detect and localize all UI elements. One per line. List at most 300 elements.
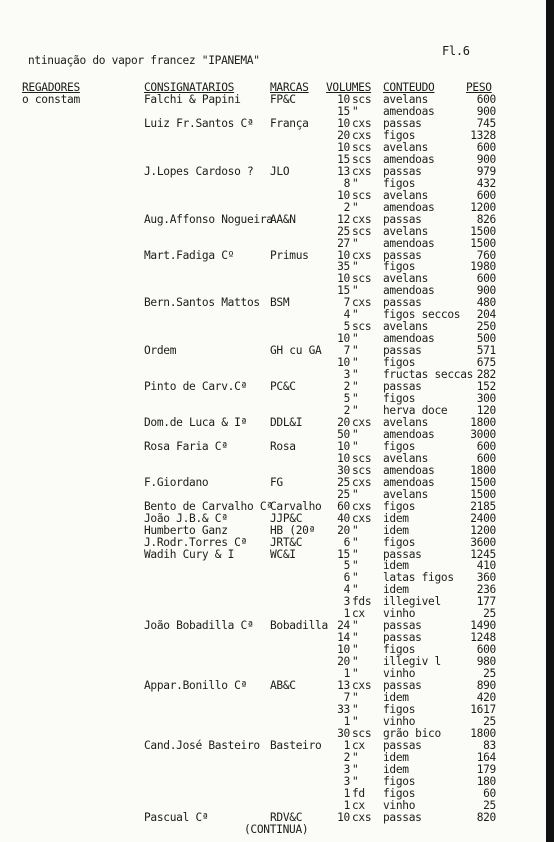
consignatario-cell: Falchi & Papini [144,93,241,106]
volume-cell: 12 [337,212,350,226]
unit-cell: " [352,774,359,788]
peso-cell: 600 [476,272,496,286]
peso-cell: 236 [476,583,496,597]
unit-cell: " [352,427,359,441]
volume-cell: 2 [343,200,350,214]
conteudo-cell: figos [383,356,416,370]
peso-cell: 890 [476,679,496,692]
conteudo-cell: amendoas [383,463,435,477]
conteudo-cell: avelans [383,415,429,429]
peso-cell: 1490 [470,619,496,633]
unit-cell: cxs [352,499,372,513]
shipper-note: o constam [22,93,80,106]
peso-cell: 600 [476,643,496,657]
conteudo-cell: passas [383,380,422,393]
table-row [0,214,554,226]
volume-cell: 15 [337,152,350,166]
table-row [0,309,554,321]
conteudo-cell: figos [383,643,416,657]
unit-cell: " [352,404,359,417]
volume-cell: 10 [337,810,350,824]
volume-cell: 2 [343,750,350,764]
unit-cell: " [352,583,359,597]
table-row [0,656,554,668]
table-row [0,393,554,405]
unit-cell: " [352,535,359,549]
continua-label: (CONTINUA) [244,823,309,836]
unit-cell: " [352,284,359,298]
table-row [0,477,554,489]
peso-cell: 760 [476,248,496,262]
conteudo-cell: figos seccos [383,308,461,322]
unit-cell: " [352,236,359,250]
volume-cell: 60 [337,499,350,513]
col-header-marcas: MARCAS [270,81,309,94]
marca-cell: França [270,116,309,130]
unit-cell: cxs [352,248,372,262]
peso-cell: 571 [476,344,496,358]
volume-cell: 13 [337,679,350,692]
unit-cell: scs [352,726,372,740]
table-row [0,680,554,692]
unit-cell: " [352,631,359,645]
peso-cell: 820 [476,810,496,824]
conteudo-cell: amendoas [383,475,435,489]
unit-cell: " [352,380,359,393]
peso-cell: 1800 [470,463,496,477]
table-row [0,441,554,453]
marca-cell: FG [270,475,283,489]
volume-cell: 1 [343,607,350,621]
table-row [0,740,554,752]
peso-cell: 600 [476,188,496,202]
volume-cell: 13 [337,164,350,178]
marca-cell: FP&C [270,93,296,106]
peso-cell: 1800 [470,726,496,740]
peso-cell: 25 [483,798,496,812]
conteudo-cell: avelans [383,272,429,286]
table-row [0,632,554,644]
volume-cell: 7 [343,344,350,358]
consignatario-cell: Pascual Cª [144,810,209,824]
unit-cell: cxs [352,511,372,525]
conteudo-cell: amendoas [383,152,435,166]
peso-cell: 1328 [470,128,496,142]
unit-cell: cxs [352,128,372,142]
conteudo-cell: passas [383,344,422,358]
peso-cell: 180 [476,774,496,788]
table-row [0,381,554,393]
marca-cell: HB (20ª [270,523,316,537]
unit-cell: " [352,547,359,561]
table-row [0,94,554,106]
volume-cell: 6 [343,535,350,549]
marca-cell: JLO [270,164,290,178]
conteudo-cell: herva doce [383,404,448,417]
peso-cell: 179 [476,762,496,776]
volume-cell: 25 [337,475,350,489]
unit-cell: " [352,392,359,405]
peso-cell: 360 [476,571,496,585]
marca-cell: GH cu GA [270,344,322,358]
table-row [0,549,554,561]
conteudo-cell: amendoas [383,200,435,214]
table-row [0,513,554,525]
peso-cell: 164 [476,750,496,764]
volume-cell: 1 [343,738,350,752]
volume-cell: 15 [337,284,350,298]
marca-cell: JRT&C [270,535,303,549]
volume-cell: 4 [343,583,350,597]
conteudo-cell: idem [383,762,409,776]
volume-cell: 1 [343,786,350,800]
unit-cell: cx [352,798,365,812]
volume-cell: 50 [337,427,350,441]
conteudo-cell: idem [383,691,409,704]
col-header-volumes: VOLUMES [326,81,372,94]
marca-cell: Carvalho [270,499,322,513]
conteudo-cell: passas [383,164,422,178]
unit-cell: scs [352,93,372,106]
unit-cell: scs [352,272,372,286]
peso-cell: 420 [476,691,496,704]
conteudo-cell: figos [383,499,416,513]
volume-cell: 4 [343,308,350,322]
volume-cell: 15 [337,105,350,118]
conteudo-cell: idem [383,523,409,537]
unit-cell: " [352,332,359,346]
volume-cell: 40 [337,511,350,525]
peso-cell: 979 [476,164,496,178]
consignatario-cell: F.Giordano [144,475,209,489]
table-row [0,525,554,537]
peso-cell: 177 [476,595,496,609]
peso-cell: 600 [476,451,496,465]
table-row [0,453,554,465]
unit-cell: " [352,703,359,716]
table-row [0,644,554,656]
conteudo-cell: avelans [383,487,429,501]
table-row [0,178,554,190]
conteudo-cell: figos [383,128,416,142]
unit-cell: cxs [352,212,372,226]
volume-cell: 10 [337,272,350,286]
conteudo-cell: amendoas [383,427,435,441]
unit-cell: scs [352,463,372,477]
unit-cell: cx [352,738,365,752]
conteudo-cell: vinho [383,667,416,681]
marca-cell: AB&C [270,679,296,692]
peso-cell: 600 [476,439,496,453]
table-row [0,764,554,776]
volume-cell: 10 [337,439,350,453]
conteudo-cell: figos [383,439,416,453]
peso-cell: 410 [476,559,496,573]
volume-cell: 5 [343,320,350,334]
col-header-conteudo: CONTEUDO [383,81,435,94]
conteudo-cell: passas [383,679,422,692]
volume-cell: 3 [343,774,350,788]
unit-cell: cxs [352,116,372,130]
volume-cell: 25 [337,224,350,238]
volume-cell: 3 [343,595,350,609]
peso-cell: 675 [476,356,496,370]
peso-cell: 204 [476,308,496,322]
consignatario-cell: Luiz Fr.Santos Cª [144,116,254,130]
conteudo-cell: figos [383,392,416,405]
table-row [0,166,554,178]
conteudo-cell: avelans [383,320,429,334]
volume-cell: 10 [337,356,350,370]
table-row [0,812,554,824]
conteudo-cell: idem [383,559,409,573]
unit-cell: cx [352,607,365,621]
unit-cell: cxs [352,810,372,824]
unit-cell: " [352,667,359,681]
conteudo-cell: amendoas [383,105,435,118]
table-row [0,130,554,142]
unit-cell: " [352,714,359,728]
unit-cell: cxs [352,415,372,429]
peso-cell: 980 [476,655,496,669]
unit-cell: cxs [352,164,372,178]
marca-cell: WC&I [270,547,296,561]
table-row [0,202,554,214]
unit-cell: " [352,368,359,382]
table-row [0,584,554,596]
conteudo-cell: passas [383,810,422,824]
unit-cell: " [352,559,359,573]
table-row [0,800,554,812]
conteudo-cell: figos [383,176,416,190]
consignatario-cell: Appar.Bonillo Cª [144,679,247,692]
table-row [0,238,554,250]
peso-cell: 250 [476,320,496,334]
consignatario-cell: Humberto Ganz [144,523,228,537]
peso-cell: 1200 [470,200,496,214]
unit-cell: scs [352,320,372,334]
peso-cell: 152 [476,380,496,393]
peso-cell: 25 [483,667,496,681]
volume-cell: 10 [337,140,350,154]
volume-cell: 1 [343,798,350,812]
volume-cell: 10 [337,332,350,346]
conteudo-cell: amendoas [383,236,435,250]
table-row [0,537,554,549]
table-row [0,261,554,273]
consignatario-cell: J.Rodr.Torres Cª [144,535,247,549]
marca-cell: RDV&C [270,810,303,824]
conteudo-cell: passas [383,248,422,262]
consignatario-cell: J.Lopes Cardoso ? [144,164,254,178]
volume-cell: 27 [337,236,350,250]
consignatario-cell: Rosa Faria Cª [144,439,228,453]
conteudo-cell: latas figos [383,571,454,585]
unit-cell: " [352,439,359,453]
peso-cell: 1617 [470,703,496,716]
peso-cell: 600 [476,140,496,154]
table-row [0,142,554,154]
peso-cell: 282 [476,368,496,382]
conteudo-cell: illegiv l [383,655,441,669]
peso-cell: 300 [476,392,496,405]
volume-cell: 10 [337,248,350,262]
peso-cell: 900 [476,105,496,118]
conteudo-cell: avelans [383,93,429,106]
volume-cell: 1 [343,667,350,681]
conteudo-cell: passas [383,116,422,130]
table-row [0,226,554,238]
unit-cell: " [352,308,359,322]
table-row [0,297,554,309]
unit-cell: scs [352,451,372,465]
consignatario-cell: Cand.José Basteiro [144,738,260,752]
peso-cell: 83 [483,738,496,752]
peso-cell: 1800 [470,415,496,429]
consignatario-cell: Wadih Cury & I [144,547,235,561]
unit-cell: cxs [352,296,372,310]
consignatario-cell: Aug.Affonso Nogueira [144,212,273,226]
peso-cell: 826 [476,212,496,226]
unit-cell: " [352,691,359,704]
table-row [0,572,554,584]
peso-cell: 900 [476,284,496,298]
unit-cell: " [352,655,359,669]
consignatario-cell: Bern.Santos Mattos [144,296,260,310]
peso-cell: 120 [476,404,496,417]
marca-cell: AA&N [270,212,296,226]
unit-cell: cxs [352,679,372,692]
conteudo-cell: passas [383,738,422,752]
conteudo-cell: amendoas [383,332,435,346]
conteudo-cell: passas [383,619,422,633]
consignatario-cell: Bento de Carvalho Cª [144,499,273,513]
conteudo-cell: figos [383,786,416,800]
col-header-consignatarios: CONSIGNATARIOS [144,81,235,94]
table-row [0,788,554,800]
unit-cell: scs [352,188,372,202]
peso-cell: 60 [483,786,496,800]
volume-cell: 5 [343,392,350,405]
volume-cell: 20 [337,415,350,429]
peso-cell: 1500 [470,236,496,250]
volume-cell: 25 [337,487,350,501]
volume-cell: 6 [343,571,350,585]
consignatario-cell: Ordem [144,344,177,358]
unit-cell: " [352,260,359,274]
unit-cell: fd [352,786,365,800]
conteudo-cell: vinho [383,798,416,812]
volume-cell: 3 [343,762,350,776]
volume-cell: 10 [337,451,350,465]
peso-cell: 1980 [470,260,496,274]
volume-cell: 24 [337,619,350,633]
marca-cell: Primus [270,248,309,262]
marca-cell: JJP&C [270,511,303,525]
volume-cell: 2 [343,380,350,393]
table-row [0,273,554,285]
marca-cell: DDL&I [270,415,303,429]
table-row [0,501,554,513]
peso-cell: 500 [476,332,496,346]
unit-cell: scs [352,152,372,166]
conteudo-cell: figos [383,535,416,549]
conteudo-cell: avelans [383,188,429,202]
volume-cell: 20 [337,523,350,537]
unit-cell: " [352,643,359,657]
consignatario-cell: Mart.Fadiga Cº [144,248,235,262]
peso-cell: 480 [476,296,496,310]
peso-cell: 600 [476,93,496,106]
marca-cell: Bobadilla [270,619,328,633]
conteudo-cell: avelans [383,451,429,465]
volume-cell: 33 [337,703,350,716]
consignatario-cell: João Bobadilla Cª [144,619,254,633]
table-row [0,154,554,166]
volume-cell: 15 [337,547,350,561]
volume-cell: 30 [337,726,350,740]
unit-cell: scs [352,140,372,154]
peso-cell: 2400 [470,511,496,525]
unit-cell: scs [352,224,372,238]
col-header-carregadores: REGADORES [22,81,80,94]
volume-cell: 14 [337,631,350,645]
unit-cell: " [352,356,359,370]
peso-cell: 1248 [470,631,496,645]
peso-cell: 1200 [470,523,496,537]
conteudo-cell: grão bico [383,726,441,740]
volume-cell: 8 [343,176,350,190]
conteudo-cell: idem [383,750,409,764]
consignatario-cell: João J.B.& Cª [144,511,228,525]
peso-cell: 1245 [470,547,496,561]
unit-cell: cxs [352,475,372,489]
table-row [0,489,554,501]
table-row [0,321,554,333]
conteudo-cell: avelans [383,224,429,238]
peso-cell: 3000 [470,427,496,441]
unit-cell: " [352,200,359,214]
peso-cell: 900 [476,152,496,166]
conteudo-cell: passas [383,547,422,561]
peso-cell: 3600 [470,535,496,549]
volume-cell: 5 [343,559,350,573]
volume-cell: 7 [343,691,350,704]
unit-cell: " [352,487,359,501]
peso-cell: 2185 [470,499,496,513]
table-row [0,190,554,202]
peso-cell: 1500 [470,475,496,489]
conteudo-cell: figos [383,774,416,788]
conteudo-cell: fructas seccas [383,368,474,382]
volume-cell: 10 [337,116,350,130]
col-header-peso: PESO [466,81,492,94]
table-row [0,596,554,608]
volume-cell: 20 [337,655,350,669]
peso-cell: 25 [483,607,496,621]
consignatario-cell: Pinto de Carv.Cª [144,380,247,393]
conteudo-cell: passas [383,296,422,310]
volume-cell: 30 [337,463,350,477]
conteudo-cell: passas [383,212,422,226]
conteudo-cell: figos [383,260,416,274]
unit-cell: fds [352,595,372,609]
marca-cell: Rosa [270,439,296,453]
marca-cell: BSM [270,296,290,310]
conteudo-cell: idem [383,583,409,597]
peso-cell: 745 [476,116,496,130]
conteudo-cell: vinho [383,607,416,621]
